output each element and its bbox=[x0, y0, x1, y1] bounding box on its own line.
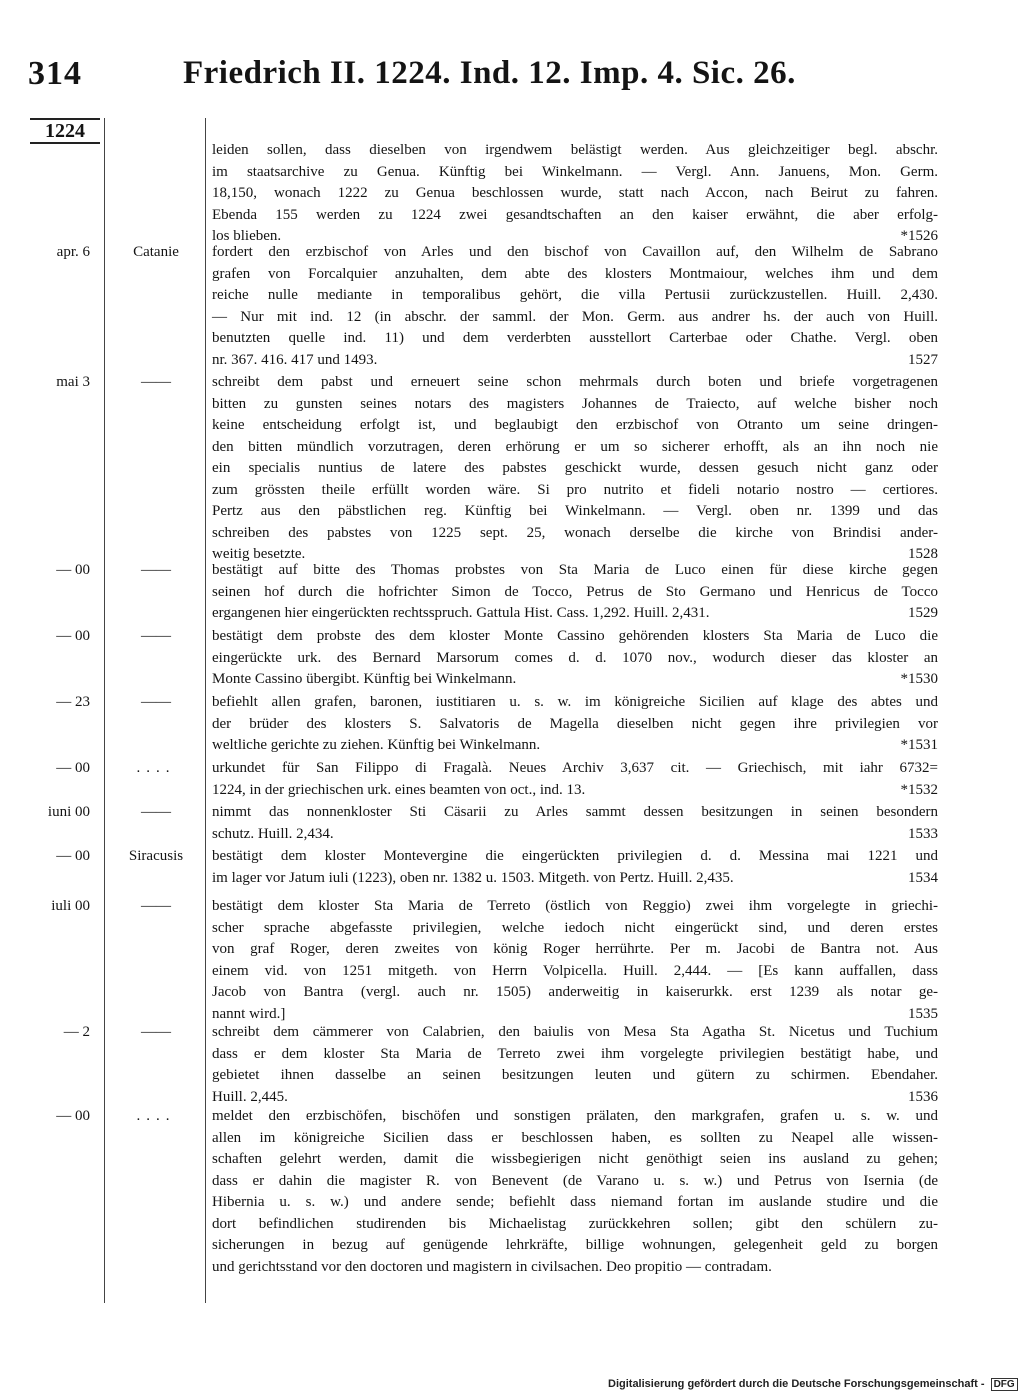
entry-last-row bbox=[212, 1257, 938, 1279]
dfg-logo: DFG bbox=[991, 1378, 1018, 1391]
entry-text-line: schreibt dem pabst und erneuert seine schon mehrmals durch boten und briefe vorgetragenen bbox=[212, 374, 938, 390]
entry-date: apr. 6 bbox=[56, 244, 90, 260]
entry-last-row bbox=[212, 735, 938, 757]
entry-text bbox=[212, 372, 938, 566]
entry-last-line: Huill. 2,445. bbox=[212, 1088, 288, 1105]
entry-text-line: reiche nulle mediante in temporalibus gehört, die villa Pertusii zurückzustellen. Huill. 2,430. bbox=[212, 287, 938, 303]
entry-last-row bbox=[212, 780, 938, 802]
page-header bbox=[28, 55, 948, 99]
entry-text bbox=[212, 140, 938, 248]
page-number: 314 bbox=[28, 55, 82, 92]
entry-text-line: von graf Roger, deren zweites von könig Roger herrührte. Per m. Jacobi de Bantra not. Aus bbox=[212, 941, 938, 957]
entry-text-line: schreiben des pabstes von 1225 sept. 25, wonach derselbe die kirche von Brindisi ander- bbox=[212, 524, 938, 541]
entry-place: —— bbox=[141, 694, 171, 710]
entry-text bbox=[212, 758, 938, 801]
entry-number: 1536 bbox=[908, 1088, 938, 1105]
entry-date: — 00 bbox=[56, 628, 90, 644]
entry-date: — 00 bbox=[56, 1108, 90, 1124]
footer-credit bbox=[608, 1378, 1018, 1391]
entry-text-line: — Nur mit ind. 12 (in abschr. der samml. der Mon. Germ. aus andrer hs. der auch von Huill. bbox=[212, 308, 938, 325]
entry-last-line: los blieben. bbox=[212, 228, 282, 244]
entry-text-line: keine entscheidung erfolgt ist, und beglaubigt den erzbischof von Otranto um seine dringen- bbox=[212, 417, 938, 433]
entry-last-line: im lager vor Jatum iuli (1223), oben nr. 1382 u. 1503. Mitgeth. von Pertz. Huill. 2,435. bbox=[212, 869, 734, 886]
entry-last-row bbox=[212, 603, 938, 625]
entry-last-line: nannt wird.] bbox=[212, 1005, 286, 1022]
entry-place: —— bbox=[141, 562, 171, 578]
entry-last-row bbox=[212, 824, 938, 846]
entry-last-line: weltliche gerichte zu ziehen. Künftig bei Winkelmann. bbox=[212, 737, 541, 753]
entry-last-line: 1224, in der griechischen urk. eines beamten von oct., ind. 13. bbox=[212, 781, 586, 798]
entry-date: — 00 bbox=[56, 562, 90, 578]
entry-last-row bbox=[212, 669, 938, 691]
entry-text-line: schaften gelehrt werden, damit die wissbegierigen nicht genöthigt seien ins ausland zu gehen; bbox=[212, 1151, 938, 1167]
entry-text-line: benutzten quelle ind. 11) und dem verderbten ausstellort Carterbae oder Chathe. Vergl. oben bbox=[212, 330, 938, 346]
footer-text: Digitalisierung gefördert durch die Deutsche Forschungsgemeinschaft - bbox=[608, 1378, 985, 1390]
entry-date: — 00 bbox=[56, 848, 90, 864]
entry-last-line: nr. 367. 416. 417 und 1493. bbox=[212, 351, 378, 368]
entry-text-line: bestätigt dem probste des dem kloster Monte Cassino gehörenden klosters Sta Maria de Luco die bbox=[212, 628, 938, 644]
entry-text bbox=[212, 692, 938, 757]
entry-text-line: Ebenda 155 werden zu 1224 zwei gesandtschaften an den kaiser erwähnt, die aber erfolg- bbox=[212, 206, 938, 223]
entry-text-line: meldet den erzbischöfen, bischöfen und sonstigen prälaten, den markgrafen, grafen u. s. w. und bbox=[212, 1108, 938, 1124]
entry-text-line: sicherungen in bezug auf genügende lehrkräfte, billige wohnungen, gelegenheit geld zu borgen bbox=[212, 1237, 938, 1253]
entry-text-line: Pertz aus den päbstlichen reg. Künftig bei Winkelmann. — Vergl. oben nr. 1399 und das bbox=[212, 503, 938, 519]
page-title: Friedrich II. 1224. Ind. 12. Imp. 4. Sic. 26. bbox=[183, 55, 796, 91]
entry-number: 1535 bbox=[908, 1005, 938, 1022]
entry-text-line: bestätigt auf bitte des Thomas probstes von Sta Maria de Luco einen für diese kirche gegen bbox=[212, 562, 938, 578]
column-rule-left bbox=[104, 118, 105, 1303]
entry-place: —— bbox=[141, 628, 171, 644]
entry-date: — 23 bbox=[56, 694, 90, 710]
entry-last-row bbox=[212, 1087, 938, 1109]
entry-number: 1527 bbox=[908, 351, 938, 368]
entry-number: 1534 bbox=[908, 869, 938, 886]
entry-text bbox=[212, 626, 938, 691]
entry-text bbox=[212, 802, 938, 845]
entry-last-line: schutz. Huill. 2,434. bbox=[212, 825, 334, 842]
entry-text bbox=[212, 560, 938, 625]
entry-text-line: grafen von Forcalquier anzuhalten, dem abte des klosters Montmaiour, welches ihm und dem bbox=[212, 265, 938, 282]
entry-text-line: dort befindlichen studirenden bis Michaelistag zurückkehren sollen; gibt den schülern zu- bbox=[212, 1215, 938, 1232]
entry-text-line: leiden sollen, dass dieselben von irgendwem belästigt werden. Aus gleichzeitiger begl. abschr. bbox=[212, 142, 938, 158]
entry-number: 1533 bbox=[908, 825, 938, 842]
entry-place: —— bbox=[141, 1024, 171, 1040]
entry-text-line: 18,150, wonach 1222 zu Genua beschlossen wurde, statt nach Accon, nach Beirut zu fahren. bbox=[212, 185, 938, 201]
entry-date: iuli 00 bbox=[51, 898, 90, 914]
year-label: 1224 bbox=[30, 118, 100, 144]
entry-text-line: dass er dahin die magister R. von Benevent (de Varano u. s. w.) und Petrus von Isernia (de bbox=[212, 1172, 938, 1189]
entry-text-line: einem vid. von 1251 mitgeth. von Herrn Volpicella. Huill. 2,444. — [Es kann auffallen, dass bbox=[212, 962, 938, 979]
entry-text-line: fordert den erzbischof von Arles und den bischof von Cavaillon auf, den Wilhelm de Sabrano bbox=[212, 244, 938, 260]
entry-last-line: und gerichtsstand vor den doctoren und magistern in civilsachen. Deo propitio — contradam. bbox=[212, 1258, 772, 1275]
entry-text-line: bitten zu gunsten seines notars des magisters Johannes de Traiecto, auf welche bisher noch bbox=[212, 395, 938, 412]
entry-text bbox=[212, 896, 938, 1025]
entry-last-row bbox=[212, 868, 938, 890]
entry-date: — 2 bbox=[63, 1024, 90, 1040]
entry-text-line: urkundet für San Filippo di Fragalà. Neues Archiv 3,637 cit. — Griechisch, mit iahr 6732= bbox=[212, 760, 938, 776]
entry-place: .... bbox=[136, 760, 176, 776]
entry-number: 1529 bbox=[908, 605, 938, 621]
entry-last-line: Monte Cassino übergibt. Künftig bei Winkelmann. bbox=[212, 671, 517, 687]
entry-text bbox=[212, 242, 938, 371]
entry-place: Siracusis bbox=[128, 848, 184, 864]
entry-text-line: ein specialis nuntius de latere des pabstes geschickt wurde, dessen gesuch nicht ganz oder bbox=[212, 460, 938, 476]
entry-text-line: schreibt dem cämmerer von Calabrien, den baiulis von Mesa Sta Agatha St. Nicetus und Tuchium bbox=[212, 1024, 938, 1040]
entry-text-line: bestätigt dem kloster Sta Maria de Terreto (östlich von Reggio) zwei ihm vorgelegte in griechi- bbox=[212, 898, 938, 914]
entry-place: —— bbox=[141, 804, 171, 820]
entry-text-line: gebietet ihnen dasselbe an seinen besitzungen leuten und gütern zu schirmen. Ebendaher. bbox=[212, 1067, 938, 1083]
entry-text-line: im staatsarchive zu Genua. Künftig bei Winkelmann. — Vergl. Ann. Januens, Mon. Germ. bbox=[212, 163, 938, 180]
entry-text-line: allen im königreiche Sicilien dass er beschlossen haben, es sollten zu Neapel alle wissen- bbox=[212, 1129, 938, 1146]
entry-number: 1528 bbox=[908, 546, 938, 562]
entry-text-line: befiehlt allen grafen, baronen, iustitiaren u. s. w. im königreiche Sicilien auf klage des abtes und bbox=[212, 694, 938, 710]
entry-text-line: Jacob von Bantra (vergl. auch nr. 1505) anderweitig in kaiserurkk. erst 1239 als notar ge- bbox=[212, 984, 938, 1000]
entry-last-line: ergangenen hier eingerückten rechtsspruch. Gattula Hist. Cass. 1,292. Huill. 2,431. bbox=[212, 605, 710, 621]
entry-text-line: bestätigt dem kloster Montevergine die eingerückten privilegien d. d. Messina mai 1221 und bbox=[212, 848, 938, 864]
entry-date: — 00 bbox=[56, 760, 90, 776]
entry-number: *1526 bbox=[900, 228, 938, 244]
entry-text-line: zum grössten theile erfüllt worden wäre. Si pro nutrito et fideli notario nostro — certiores. bbox=[212, 481, 938, 498]
entry-last-line: weitig besetzte. bbox=[212, 546, 306, 562]
entry-text-line: scher sprache abgefasste privilegien, welche iedoch nicht eingerückt sind, und deren erstes bbox=[212, 919, 938, 936]
column-rule-right bbox=[205, 118, 206, 1303]
entry-date: iuni 00 bbox=[47, 804, 90, 820]
entry-place: —— bbox=[141, 898, 171, 914]
entry-text-line: eingerückte urk. des Bernard Marsorum comes d. d. 1070 nov., wodurch dieser das kloster an bbox=[212, 649, 938, 666]
entry-text-line: seinen hof durch die hofrichter Simon de Tocco, Petrus de Sto Germano und Henricus de Tocco bbox=[212, 583, 938, 600]
entry-date: mai 3 bbox=[56, 374, 90, 390]
entry-place: Catanie bbox=[133, 244, 179, 260]
entry-text-line: nimmt das nonnenkloster Sti Cäsarii zu Arles sammt dessen besitzungen in seinen besondern bbox=[212, 804, 938, 820]
entry-text-line: der brüder des klosters S. Salvatoris de Magella dieselben nicht gegen ihre privilegien vor bbox=[212, 715, 938, 732]
entry-number: *1531 bbox=[900, 737, 938, 753]
entry-place: —— bbox=[141, 374, 171, 390]
entry-text bbox=[212, 1106, 938, 1278]
entry-text-line: Hibernia u. s. w.) und andere sende; befiehlt dass niemand fortan im auslande studire und die bbox=[212, 1194, 938, 1210]
entry-text-line: den bitten mündlich vorzutragen, deren erhörung er um so sicherer erhofft, als an ihn noch nie bbox=[212, 438, 938, 455]
entry-last-row bbox=[212, 350, 938, 372]
entry-number: *1532 bbox=[900, 781, 938, 798]
entry-text-line: dass er dem kloster Sta Maria de Terreto zwei ihm vorgelegte privilegien bestätigt habe, und bbox=[212, 1045, 938, 1062]
entry-text bbox=[212, 846, 938, 889]
entry-text bbox=[212, 1022, 938, 1108]
entry-place: .... bbox=[136, 1108, 176, 1124]
entry-number: *1530 bbox=[900, 671, 938, 687]
